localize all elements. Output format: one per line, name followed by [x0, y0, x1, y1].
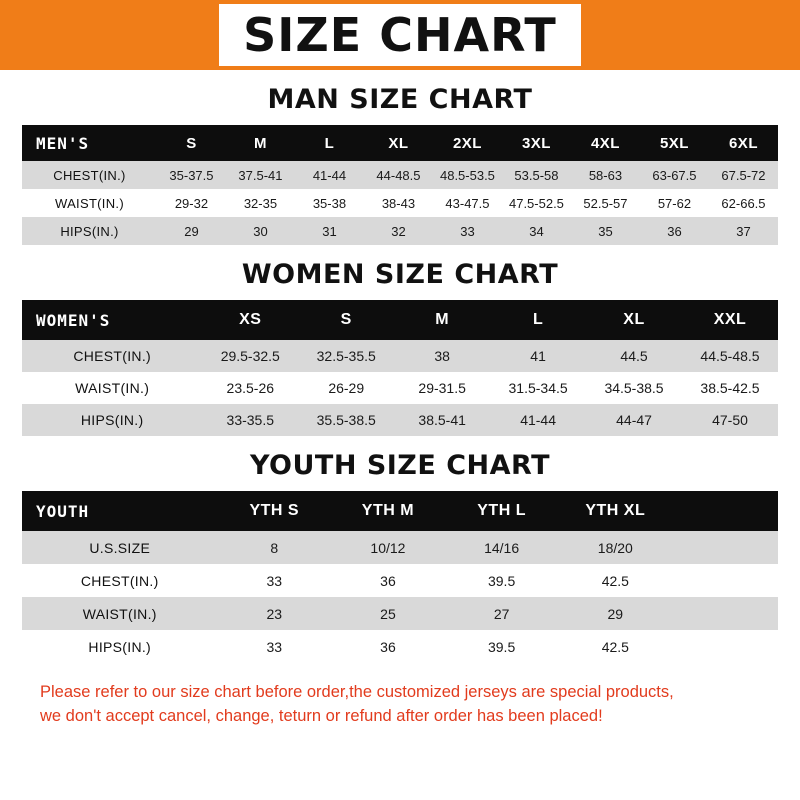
youth-hips-spacer: [672, 630, 778, 663]
man-hips-3xl: 34: [502, 217, 571, 245]
women-waist-m: 29-31.5: [394, 372, 490, 404]
table-header-row: [22, 300, 778, 340]
youth-waist-xl: 29: [558, 597, 672, 630]
man-header-s: S: [157, 125, 226, 161]
man-chest-3xl: 53.5-58: [502, 161, 571, 189]
man-chest-xl: 44-48.5: [364, 161, 433, 189]
women-chest-xl: 44.5: [586, 340, 682, 372]
man-hips-s: 29: [157, 217, 226, 245]
women-hips-s: 35.5-38.5: [298, 404, 394, 436]
table-row: [22, 161, 778, 189]
table-row: [22, 189, 778, 217]
youth-waist-l: 27: [445, 597, 559, 630]
table-row: [22, 217, 778, 245]
footer-note-line-2: we don't accept cancel, change, teturn or refund after order has been placed!: [40, 706, 603, 725]
man-chest-4xl: 58-63: [571, 161, 640, 189]
women-table-body: [22, 340, 778, 436]
man-chest-2xl: 48.5-53.5: [433, 161, 502, 189]
women-chest-m: 38: [394, 340, 490, 372]
youth-row-hips-label: HIPS(IN.): [22, 630, 217, 663]
man-chest-m: 37.5-41: [226, 161, 295, 189]
man-row-hips-label: HIPS(IN.): [22, 217, 157, 245]
youth-header-m: YTH M: [331, 491, 445, 531]
women-chest-xxl: 44.5-48.5: [682, 340, 778, 372]
youth-ussize-m: 10/12: [331, 531, 445, 564]
women-size-table: [22, 300, 778, 436]
man-waist-l: 35-38: [295, 189, 364, 217]
women-hips-xs: 33-35.5: [202, 404, 298, 436]
youth-chest-spacer: [672, 564, 778, 597]
youth-chest-s: 33: [217, 564, 331, 597]
women-hips-xxl: 47-50: [682, 404, 778, 436]
man-waist-s: 29-32: [157, 189, 226, 217]
man-header-5xl: 5XL: [640, 125, 709, 161]
women-size-section: [22, 259, 778, 436]
youth-hips-m: 36: [331, 630, 445, 663]
youth-header-s: YTH S: [217, 491, 331, 531]
women-header-xl: XL: [586, 300, 682, 340]
man-header-3xl: 3XL: [502, 125, 571, 161]
women-header-xxl: XXL: [682, 300, 778, 340]
youth-header-spacer: [672, 491, 778, 531]
man-waist-6xl: 62-66.5: [709, 189, 778, 217]
header-band-right-fill: [754, 0, 800, 70]
man-hips-6xl: 37: [709, 217, 778, 245]
youth-chest-m: 36: [331, 564, 445, 597]
man-chest-6xl: 67.5-72: [709, 161, 778, 189]
youth-header-label: YOUTH: [22, 491, 217, 531]
youth-chest-xl: 42.5: [558, 564, 672, 597]
women-header-l: L: [490, 300, 586, 340]
women-chest-s: 32.5-35.5: [298, 340, 394, 372]
table-header-row: [22, 491, 778, 531]
table-row: [22, 372, 778, 404]
man-chest-l: 41-44: [295, 161, 364, 189]
youth-size-table: [22, 491, 778, 663]
man-row-waist-label: WAIST(IN.): [22, 189, 157, 217]
women-section-title: WOMEN SIZE CHART: [241, 259, 559, 290]
youth-table-head: [22, 491, 778, 531]
youth-ussize-spacer: [672, 531, 778, 564]
man-table-body: [22, 161, 778, 245]
man-size-section: [22, 84, 778, 245]
women-chest-l: 41: [490, 340, 586, 372]
women-waist-xs: 23.5-26: [202, 372, 298, 404]
man-chest-5xl: 63-67.5: [640, 161, 709, 189]
women-header-s: S: [298, 300, 394, 340]
women-chest-xs: 29.5-32.5: [202, 340, 298, 372]
man-waist-5xl: 57-62: [640, 189, 709, 217]
youth-row-waist-label: WAIST(IN.): [22, 597, 217, 630]
youth-size-section: [22, 450, 778, 663]
table-row: [22, 404, 778, 436]
youth-header-xl: YTH XL: [558, 491, 672, 531]
table-row: [22, 564, 778, 597]
women-row-chest-label: CHEST(IN.): [22, 340, 202, 372]
header-band: [0, 0, 800, 70]
women-header-m: M: [394, 300, 490, 340]
women-header-xs: XS: [202, 300, 298, 340]
chart-content: [0, 84, 800, 729]
women-hips-xl: 44-47: [586, 404, 682, 436]
page-title: SIZE CHART: [219, 4, 581, 66]
women-hips-l: 41-44: [490, 404, 586, 436]
footer-note-line-1: Please refer to our size chart before order,the customized jerseys are special products,: [40, 683, 674, 701]
table-row: [22, 531, 778, 564]
youth-ussize-xl: 18/20: [558, 531, 672, 564]
man-header-2xl: 2XL: [433, 125, 502, 161]
man-header-4xl: 4XL: [571, 125, 640, 161]
youth-table-body: [22, 531, 778, 663]
footer-note: [22, 681, 778, 729]
women-waist-xl: 34.5-38.5: [586, 372, 682, 404]
man-waist-4xl: 52.5-57: [571, 189, 640, 217]
man-header-label: MEN'S: [22, 125, 157, 161]
man-header-6xl: 6XL: [709, 125, 778, 161]
youth-row-ussize-label: U.S.SIZE: [22, 531, 217, 564]
man-header-xl: XL: [364, 125, 433, 161]
women-waist-l: 31.5-34.5: [490, 372, 586, 404]
youth-waist-m: 25: [331, 597, 445, 630]
youth-hips-s: 33: [217, 630, 331, 663]
youth-header-l: YTH L: [445, 491, 559, 531]
women-table-head: [22, 300, 778, 340]
man-hips-m: 30: [226, 217, 295, 245]
man-hips-xl: 32: [364, 217, 433, 245]
man-waist-m: 32-35: [226, 189, 295, 217]
youth-section-title: YOUTH SIZE CHART: [249, 450, 551, 481]
man-hips-2xl: 33: [433, 217, 502, 245]
table-header-row: [22, 125, 778, 161]
women-waist-s: 26-29: [298, 372, 394, 404]
women-waist-xxl: 38.5-42.5: [682, 372, 778, 404]
table-row: [22, 630, 778, 663]
man-hips-l: 31: [295, 217, 364, 245]
man-waist-xl: 38-43: [364, 189, 433, 217]
man-hips-4xl: 35: [571, 217, 640, 245]
youth-hips-xl: 42.5: [558, 630, 672, 663]
man-hips-5xl: 36: [640, 217, 709, 245]
man-size-table: [22, 125, 778, 245]
youth-waist-spacer: [672, 597, 778, 630]
man-header-m: M: [226, 125, 295, 161]
youth-ussize-l: 14/16: [445, 531, 559, 564]
women-row-hips-label: HIPS(IN.): [22, 404, 202, 436]
youth-ussize-s: 8: [217, 531, 331, 564]
man-waist-2xl: 43-47.5: [433, 189, 502, 217]
header-band-left-fill: [0, 0, 46, 70]
man-section-title: MAN SIZE CHART: [267, 84, 533, 115]
women-row-waist-label: WAIST(IN.): [22, 372, 202, 404]
youth-row-chest-label: CHEST(IN.): [22, 564, 217, 597]
youth-waist-s: 23: [217, 597, 331, 630]
women-hips-m: 38.5-41: [394, 404, 490, 436]
man-row-chest-label: CHEST(IN.): [22, 161, 157, 189]
women-header-label: WOMEN'S: [22, 300, 202, 340]
youth-chest-l: 39.5: [445, 564, 559, 597]
man-waist-3xl: 47.5-52.5: [502, 189, 571, 217]
man-chest-s: 35-37.5: [157, 161, 226, 189]
man-table-head: [22, 125, 778, 161]
youth-hips-l: 39.5: [445, 630, 559, 663]
man-header-l: L: [295, 125, 364, 161]
table-row: [22, 340, 778, 372]
table-row: [22, 597, 778, 630]
